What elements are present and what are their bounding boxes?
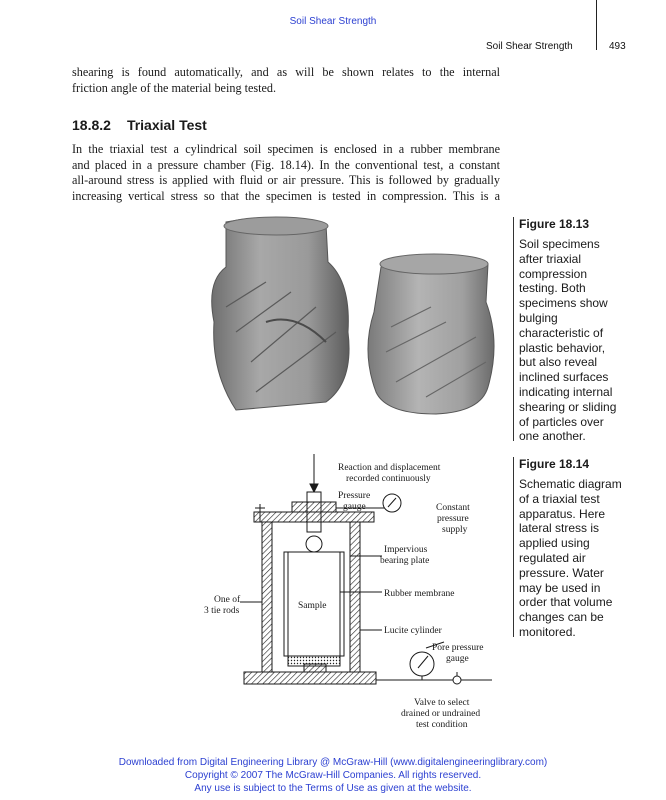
caption-line: Soil specimens (519, 237, 600, 251)
caption-line: monitored. (519, 624, 576, 639)
caption-line: Schematic diagram (519, 477, 622, 491)
caption-line: specimens show (519, 296, 608, 311)
section-heading (72, 117, 207, 133)
label-impervious-2: bearing plate (380, 556, 430, 566)
footer (0, 756, 666, 796)
label-pore-2: gauge (446, 654, 469, 664)
caption-line: may be used in (519, 580, 601, 595)
caption-line: shearing or sliding (519, 399, 617, 414)
caption-rule (513, 457, 514, 637)
label-impervious: Impervious (384, 545, 428, 555)
label-tie-rods-2: 3 tie rods (204, 606, 240, 616)
label-reaction: Reaction and displacement (338, 463, 441, 473)
caption-line: testing. Both (519, 281, 586, 296)
label-rubber-membrane: Rubber membrane (384, 589, 455, 599)
paragraph-main (72, 142, 500, 204)
caption-line: of a triaxial test (519, 491, 600, 506)
book-header: Soil Shear Strength (289, 16, 377, 27)
caption-line: plastic behavior, (519, 340, 606, 355)
label-constant-2: pressure (437, 514, 469, 524)
caption-rule (513, 217, 514, 441)
triaxial-apparatus-diagram (200, 452, 500, 742)
caption-line: order that volume (519, 595, 613, 610)
figure-13-title: Figure 18.13 (519, 217, 590, 231)
footer-copyright: Copyright © 2007 The McGraw-Hill Companies. All rights reserved. (184, 770, 482, 782)
caption-line: inclined surfaces (519, 370, 609, 385)
label-sample: Sample (298, 601, 327, 611)
footer-download-link[interactable]: Downloaded from Digital Engineering Library @ McGraw-Hill (www.digitalengineeringlibrary.com) (118, 757, 548, 768)
caption-line: bulging (519, 310, 558, 325)
label-valve-3: test condition (416, 720, 468, 730)
caption-line: pressure. Water (519, 565, 604, 580)
caption-line: indicating internal (519, 384, 613, 399)
paragraph-top (72, 65, 500, 96)
label-valve-2: drained or undrained (401, 709, 481, 719)
text-line: all-around stress is applied with fluid or air pressure. This is followed by gradually (72, 173, 500, 188)
caption-line: applied using (519, 536, 590, 551)
text-line: and placed in a pressure chamber (Fig. 18.14). In the conventional test, a constant (72, 157, 500, 172)
right-specimen (368, 254, 494, 414)
section-title: Triaxial Test (126, 117, 207, 133)
caption-line: changes can be (519, 610, 604, 625)
caption-line: after triaxial (519, 251, 582, 266)
figure-14-text (519, 477, 631, 640)
caption-line: characteristic of (519, 325, 604, 340)
running-header: Soil Shear Strength (486, 41, 573, 52)
caption-line: lateral stress is (519, 521, 600, 536)
left-specimen (212, 217, 349, 410)
section-number: 18.8.2 (72, 117, 111, 133)
page-number: 493 (609, 41, 626, 52)
soil-specimens-photo (196, 212, 506, 424)
label-reaction-2: recorded continuously (346, 474, 431, 484)
footer-terms[interactable]: Any use is subject to the Terms of Use as given at the website. (194, 783, 472, 795)
text-line: friction angle of the material being tested. (72, 80, 277, 95)
label-pressure-gauge: Pressure (338, 491, 371, 501)
label-pressure-gauge-2: gauge (343, 502, 366, 512)
text-line: increasing vertical stress so that the specimen is tested in compression. This is a (72, 188, 500, 203)
caption-line: but also reveal (519, 355, 598, 370)
caption-line: compression (519, 266, 588, 281)
caption-line: regulated air (519, 550, 586, 565)
label-pore: Pore pressure (432, 643, 484, 653)
label-constant: Constant (436, 503, 470, 513)
caption-line: apparatus. Here (519, 506, 606, 521)
figure-13-text (519, 237, 631, 444)
text-line: shearing is found automatically, and as will be shown relates to the internal (72, 65, 500, 79)
label-constant-3: supply (442, 525, 468, 535)
figure-13-caption (519, 217, 631, 444)
figure-14-title: Figure 18.14 (519, 457, 590, 471)
caption-line: of particles over (519, 414, 604, 429)
header-rule (596, 0, 597, 50)
label-valve: Valve to select (414, 698, 470, 708)
label-tie-rods: One of (214, 595, 241, 605)
figure-14-caption (519, 457, 631, 640)
caption-line: one another. (519, 429, 586, 444)
label-lucite: Lucite cylinder (384, 626, 442, 636)
text-line: In the triaxial test a cylindrical soil specimen is enclosed in a rubber membrane (72, 142, 500, 156)
